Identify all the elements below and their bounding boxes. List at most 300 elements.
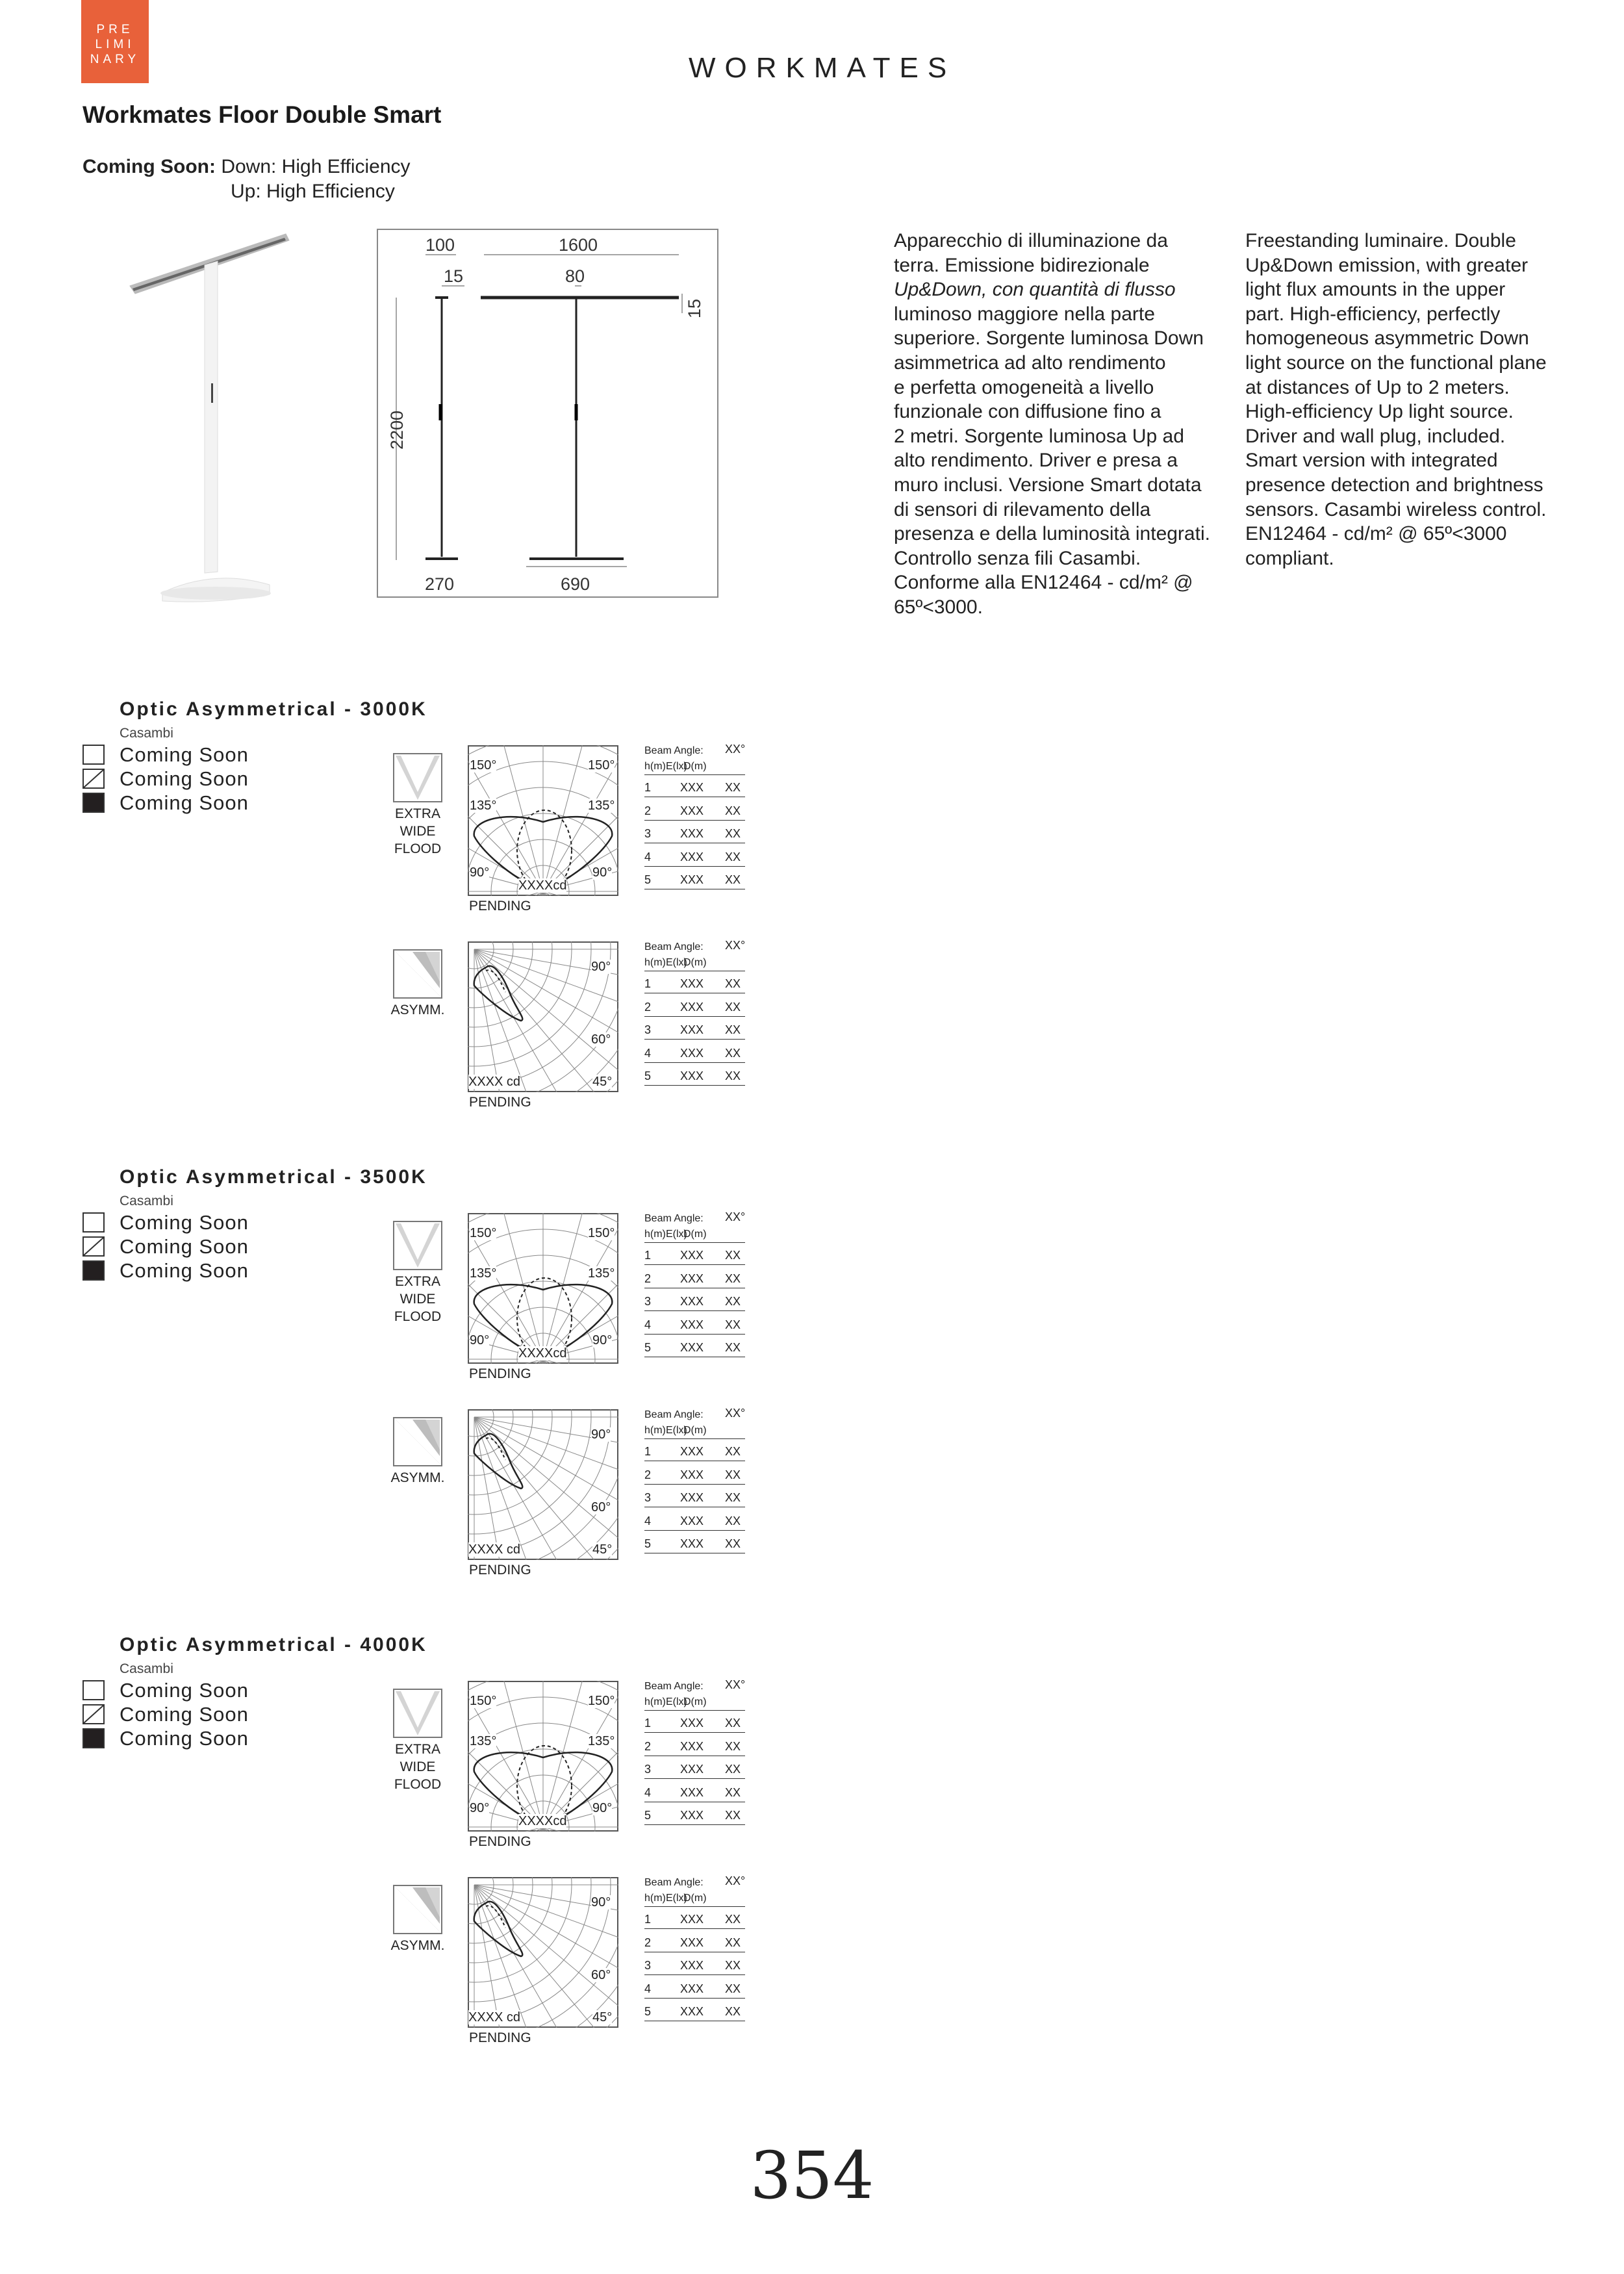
table-cell: XXX [680, 1763, 704, 1776]
table-cell: 1 [644, 1249, 652, 1262]
beam-table-row [644, 1711, 745, 1733]
table-cell: 5 [644, 1537, 652, 1550]
table-cell: XX [725, 804, 741, 817]
description-italian [894, 229, 1238, 620]
option-checkbox[interactable] [82, 1260, 105, 1281]
table-cell: XX [725, 1739, 741, 1753]
beam-table-row [644, 1803, 745, 1825]
series-title: WORKMATES [689, 52, 956, 84]
table-cell: XX [725, 1468, 741, 1481]
table-cell: 3 [644, 1023, 652, 1036]
beam-icon [393, 949, 442, 1002]
badge-line: PRE [96, 23, 134, 36]
table-cell: XX [725, 2005, 741, 2018]
product-render [123, 221, 292, 611]
desc-line: di sensori di rilevamento della [894, 498, 1151, 520]
candela-label: XXXX cd [468, 2010, 521, 2025]
column-header: D(m) [683, 1696, 707, 1707]
beam-table-row [644, 1509, 745, 1531]
beam-angle-label: Beam Angle: [644, 745, 704, 756]
beam-type-label [377, 1001, 459, 1019]
option-row[interactable] [120, 1234, 249, 1258]
beam-icon [393, 1417, 442, 1470]
pending-label: PENDING [469, 899, 531, 913]
candela-label: XXXX cd [468, 1542, 521, 1557]
beam-table-row [644, 1953, 745, 1975]
table-cell: 5 [644, 873, 652, 886]
table-cell: 2 [644, 1739, 652, 1753]
desc-line: Up&Down, con quantità di flusso [894, 279, 1176, 301]
beam-angle-label: Beam Angle: [644, 941, 704, 952]
desc-line: Apparecchio di illuminazione da [894, 230, 1168, 251]
polar-angle-label: 135° [470, 1734, 497, 1748]
table-cell: XX [725, 850, 741, 863]
table-cell: 2 [644, 1468, 652, 1481]
table-cell: XXX [680, 1982, 704, 1995]
preliminary-badge [81, 0, 149, 83]
table-cell: XX [725, 873, 741, 886]
column-header: h(m) [644, 957, 666, 968]
table-cell: XX [725, 977, 741, 990]
beam-table-header [644, 949, 745, 971]
polar-chart [468, 745, 618, 896]
table-cell: XX [725, 1271, 741, 1285]
table-cell: XXX [680, 1717, 704, 1730]
option-checkbox[interactable] [82, 1728, 105, 1748]
column-header: E(lx) [666, 761, 687, 772]
beam-table-row [644, 1757, 745, 1779]
option-row[interactable] [120, 1210, 249, 1234]
polar-angle-label: 90° [592, 865, 613, 880]
beam-table-row [644, 821, 745, 843]
polar-angle-label: 45° [592, 1542, 613, 1557]
polar-chart [468, 1877, 618, 2028]
desc-line: funzionale con diffusione fino a [894, 401, 1161, 423]
table-cell: XXX [680, 1445, 704, 1458]
beam-type-line: FLOOD [394, 841, 442, 856]
polar-angle-label: 150° [470, 758, 497, 773]
polar-angle-label: 90° [591, 960, 611, 974]
option-label: Coming Soon [120, 1679, 249, 1702]
option-row[interactable] [120, 1258, 249, 1283]
beam-table [644, 745, 748, 895]
table-cell: XXX [680, 827, 704, 840]
table-cell: 3 [644, 1763, 652, 1776]
section-subtitle: Casambi [120, 1661, 173, 1676]
desc-line: sensors. Casambi wireless control. [1245, 498, 1547, 520]
desc-line: presenza e della luminosità integrati. [894, 523, 1210, 545]
table-cell: XXX [680, 1023, 704, 1036]
polar-chart [468, 1681, 618, 1832]
polar-angle-label: 150° [588, 1694, 615, 1708]
desc-line: Conforme alla EN12464 - cd/m² @ [894, 572, 1193, 594]
beam-table-row [644, 1734, 745, 1756]
table-cell: XXX [680, 1000, 704, 1014]
table-cell: XX [725, 1491, 741, 1504]
beam-table-row [644, 1017, 745, 1040]
table-cell: XX [725, 1913, 741, 1926]
beam-table-row [644, 1930, 745, 1952]
polar-angle-label: 90° [470, 1801, 490, 1815]
beam-angle-label: Beam Angle: [644, 1681, 704, 1692]
beam-table [644, 1409, 748, 1559]
table-cell: XXX [680, 1318, 704, 1331]
beam-type-label [377, 1741, 459, 1793]
beam-table-row [644, 1485, 745, 1507]
beam-table-row [644, 798, 745, 821]
beam-type-label [377, 1937, 459, 1954]
beam-table-row [644, 775, 745, 797]
column-header: D(m) [683, 1425, 707, 1436]
technical-drawing [377, 229, 721, 599]
option-row[interactable] [120, 767, 249, 791]
table-cell: XX [725, 1959, 741, 1972]
table-cell: XXX [680, 1069, 704, 1082]
desc-line: homogeneous asymmetric Down [1245, 327, 1529, 350]
section-subtitle: Casambi [120, 1194, 173, 1208]
desc-line: superiore. Sorgente luminosa Down [894, 327, 1204, 350]
beam-type-line: EXTRA [394, 1742, 440, 1757]
option-row[interactable] [120, 1726, 249, 1750]
option-row[interactable] [120, 1702, 249, 1726]
polar-chart [468, 941, 618, 1092]
desc-line: presence detection and brightness [1245, 474, 1543, 496]
table-cell: XXX [680, 1537, 704, 1550]
option-label: Coming Soon [120, 743, 249, 766]
table-cell: XXX [680, 873, 704, 886]
dim-690: 690 [561, 574, 590, 594]
beam-table-header [644, 1689, 745, 1711]
table-cell: 5 [644, 1341, 652, 1354]
desc-line: light flux amounts in the upper [1245, 279, 1506, 301]
desc-line: muro inclusi. Versione Smart dotata [894, 474, 1202, 496]
coming-soon-down: Down: High Efficiency [221, 156, 411, 177]
table-cell: XXX [680, 1341, 704, 1354]
column-header: h(m) [644, 1425, 666, 1436]
option-row[interactable] [120, 1678, 249, 1702]
table-cell: XX [725, 1295, 741, 1308]
table-cell: 4 [644, 1982, 652, 1995]
column-header: h(m) [644, 1893, 666, 1904]
polar-angle-label: 45° [592, 2010, 613, 2025]
candela-label: XXXXcd [518, 1814, 567, 1828]
polar-angle-label: 150° [470, 1694, 497, 1708]
beam-type-line: WIDE [400, 824, 436, 839]
beam-angle-label: Beam Angle: [644, 1213, 704, 1224]
coming-soon-label: Coming Soon: [82, 156, 216, 177]
beam-table-row [644, 1312, 745, 1335]
table-cell: XXX [680, 1468, 704, 1481]
table-cell: XXX [680, 1959, 704, 1972]
pending-label: PENDING [469, 1095, 531, 1110]
table-cell: XX [725, 1537, 741, 1550]
candela-label: XXXXcd [518, 878, 567, 893]
polar-angle-label: 90° [591, 1427, 611, 1442]
table-cell: XXX [680, 1514, 704, 1527]
desc-line: alto rendimento. Driver e presa a [894, 450, 1178, 472]
beam-angle-value: XX° [725, 1874, 746, 1887]
beam-table [644, 941, 748, 1091]
desc-line: 65º<3000. [894, 596, 983, 618]
polar-angle-label: 135° [588, 1734, 615, 1748]
beam-type-line: ASYMM. [390, 1470, 445, 1485]
extra-wide-flood-icon [393, 1221, 442, 1270]
table-cell: 1 [644, 781, 652, 794]
table-cell: XXX [680, 1809, 704, 1822]
polar-chart [468, 1409, 618, 1560]
table-cell: 3 [644, 1959, 652, 1972]
column-header: E(lx) [666, 1425, 687, 1436]
polar-angle-label: 135° [470, 1266, 497, 1281]
table-cell: XXX [680, 1739, 704, 1753]
column-header: E(lx) [666, 1229, 687, 1240]
coming-soon-block [82, 155, 411, 204]
beam-table-row [644, 1335, 745, 1357]
asymmetric-beam-icon [393, 1417, 442, 1466]
column-header: E(lx) [666, 1893, 687, 1904]
desc-line: asimmetrica ad alto rendimento [894, 351, 1166, 374]
dim-80: 80 [565, 266, 585, 286]
column-header: h(m) [644, 1696, 666, 1707]
beam-table [644, 1678, 748, 1830]
beam-angle-value: XX° [725, 1407, 746, 1420]
desc-line: Smart version with integrated [1245, 450, 1498, 472]
column-header: h(m) [644, 761, 666, 772]
polar-angle-label: 60° [591, 1968, 611, 1982]
table-cell: XXX [680, 1271, 704, 1285]
polar-angle-label: 90° [470, 1333, 490, 1348]
pending-label: PENDING [469, 1366, 531, 1381]
desc-line: Freestanding luminaire. Double [1245, 230, 1516, 251]
column-header: D(m) [683, 761, 707, 772]
option-label: Coming Soon [120, 1235, 249, 1258]
beam-angle-value: XX° [725, 1210, 746, 1223]
table-cell: 4 [644, 1046, 652, 1060]
table-cell: XX [725, 1046, 741, 1060]
table-cell: XX [725, 1809, 741, 1822]
table-cell: 5 [644, 1069, 652, 1082]
table-cell: XX [725, 781, 741, 794]
beam-type-line: FLOOD [394, 1777, 442, 1792]
table-cell: 5 [644, 1809, 652, 1822]
beam-type-line: WIDE [400, 1759, 436, 1774]
beam-type-line: ASYMM. [390, 1938, 445, 1953]
table-cell: XX [725, 1935, 741, 1949]
table-cell: XX [725, 827, 741, 840]
desc-line: part. High-efficiency, perfectly [1245, 303, 1501, 325]
beam-table-header [644, 1885, 745, 1907]
polar-angle-label: 150° [588, 1226, 615, 1240]
table-cell: XX [725, 1445, 741, 1458]
option-checkbox[interactable] [82, 793, 105, 813]
polar-angle-label: 90° [592, 1333, 613, 1348]
description-english [1245, 229, 1590, 570]
desc-line: e perfetta omogeneità a livello [894, 376, 1154, 398]
desc-line: High-efficiency Up light source. [1245, 401, 1514, 423]
table-cell: XXX [680, 1295, 704, 1308]
table-cell: XX [725, 1514, 741, 1527]
option-label: Coming Soon [120, 791, 249, 814]
beam-table-row [644, 1266, 745, 1288]
polar-angle-label: 60° [591, 1500, 611, 1514]
table-cell: XX [725, 1982, 741, 1995]
option-checkbox[interactable] [82, 1704, 105, 1724]
table-cell: XXX [680, 1785, 704, 1799]
beam-table-row [644, 1041, 745, 1063]
beam-angle-value: XX° [725, 743, 746, 756]
option-checkbox[interactable] [82, 1212, 105, 1233]
beam-type-line: FLOOD [394, 1309, 442, 1324]
table-cell: XXX [680, 850, 704, 863]
asymmetric-beam-icon [393, 1885, 442, 1934]
table-cell: 4 [644, 1318, 652, 1331]
beam-table [644, 1210, 748, 1362]
table-cell: XX [725, 1249, 741, 1262]
beam-table-row [644, 1907, 745, 1929]
dim-100: 100 [425, 235, 455, 255]
column-header: E(lx) [666, 957, 687, 968]
table-cell: 4 [644, 1514, 652, 1527]
beam-icon [393, 1689, 442, 1741]
desc-line: 2 metri. Sorgente luminosa Up ad [894, 425, 1184, 447]
beam-table-row [644, 867, 745, 889]
pending-label: PENDING [469, 1834, 531, 1849]
candela-label: XXXXcd [518, 1346, 567, 1361]
option-row[interactable] [120, 791, 249, 815]
table-cell: XX [725, 1763, 741, 1776]
polar-angle-label: 45° [592, 1075, 613, 1089]
table-cell: XXX [680, 977, 704, 990]
dim-270: 270 [425, 574, 455, 594]
option-checkbox[interactable] [82, 769, 105, 789]
desc-line: Driver and wall plug, included. [1245, 425, 1506, 447]
beam-table-row [644, 1999, 745, 2021]
desc-line: EN12464 - cd/m² @ 65º<3000 [1245, 523, 1507, 545]
table-cell: XX [725, 1318, 741, 1331]
desc-line: light source on the functional plane [1245, 351, 1547, 374]
table-cell: XX [725, 1069, 741, 1082]
column-header: D(m) [683, 1893, 707, 1904]
column-header: E(lx) [666, 1696, 687, 1707]
desc-line: luminoso maggiore nella parte [894, 303, 1155, 325]
beam-angle-label: Beam Angle: [644, 1877, 704, 1888]
table-cell: 4 [644, 1785, 652, 1799]
section-title: Optic Asymmetrical - 4000K [120, 1634, 427, 1655]
polar-angle-label: 150° [470, 1226, 497, 1240]
option-label: Coming Soon [120, 1259, 249, 1282]
table-cell: XX [725, 1785, 741, 1799]
dim-1600: 1600 [559, 235, 598, 255]
table-cell: 1 [644, 1913, 652, 1926]
beam-type-line: EXTRA [394, 1274, 440, 1289]
table-cell: 2 [644, 1935, 652, 1949]
polar-angle-label: 135° [588, 798, 615, 813]
table-cell: XXX [680, 1491, 704, 1504]
desc-line: terra. Emissione bidirezionale [894, 254, 1150, 276]
table-cell: 5 [644, 2005, 652, 2018]
option-label: Coming Soon [120, 767, 249, 790]
desc-line: Controllo senza fili Casambi. [894, 547, 1141, 569]
badge-line: NARY [90, 53, 140, 66]
pending-label: PENDING [469, 1563, 531, 1578]
beam-table-row [644, 845, 745, 867]
table-cell: XX [725, 1023, 741, 1036]
beam-table-header [644, 753, 745, 775]
table-cell: 2 [644, 804, 652, 817]
column-header: h(m) [644, 1229, 666, 1240]
beam-table-row [644, 1531, 745, 1553]
table-cell: 3 [644, 1491, 652, 1504]
polar-angle-label: 135° [588, 1266, 615, 1281]
beam-table-row [644, 1439, 745, 1461]
beam-type-line: ASYMM. [390, 1003, 445, 1017]
section-title: Optic Asymmetrical - 3000K [120, 698, 427, 720]
table-cell: 3 [644, 1295, 652, 1308]
beam-table-row [644, 1463, 745, 1485]
coming-soon-up: Up: High Efficiency [231, 181, 395, 202]
table-cell: XXX [680, 1046, 704, 1060]
beam-icon [393, 753, 442, 806]
column-header: D(m) [683, 957, 707, 968]
option-checkbox[interactable] [82, 1680, 105, 1700]
dim-15-top: 15 [444, 266, 464, 286]
beam-table-row [644, 1243, 745, 1265]
desc-line: Up&Down emission, with greater [1245, 254, 1529, 276]
beam-table-row [644, 995, 745, 1017]
option-checkbox[interactable] [82, 745, 105, 765]
extra-wide-flood-icon [393, 753, 442, 802]
table-cell: XX [725, 1341, 741, 1354]
polar-angle-label: 60° [591, 1032, 611, 1047]
table-cell: XXX [680, 1249, 704, 1262]
polar-angle-label: 90° [591, 1895, 611, 1910]
beam-table-row [644, 1976, 745, 1999]
beam-table-row [644, 1289, 745, 1311]
dim-2200: 2200 [387, 410, 407, 450]
beam-table-header [644, 1221, 745, 1243]
beam-table-row [644, 1064, 745, 1086]
table-cell: 2 [644, 1271, 652, 1285]
candela-label: XXXX cd [468, 1075, 521, 1089]
table-cell: XXX [680, 1913, 704, 1926]
table-cell: XXX [680, 1935, 704, 1949]
polar-angle-label: 90° [470, 865, 490, 880]
beam-icon [393, 1221, 442, 1273]
column-header: D(m) [683, 1229, 707, 1240]
table-cell: XX [725, 1000, 741, 1014]
beam-table-row [644, 971, 745, 993]
table-cell: 3 [644, 827, 652, 840]
table-cell: 2 [644, 1000, 652, 1014]
table-cell: 1 [644, 1445, 652, 1458]
polar-chart [468, 1213, 618, 1364]
pending-label: PENDING [469, 2030, 531, 2045]
desc-line: compliant. [1245, 547, 1334, 569]
option-label: Coming Soon [120, 1727, 249, 1750]
table-cell: XXX [680, 781, 704, 794]
product-title: Workmates Floor Double Smart [82, 101, 442, 128]
option-label: Coming Soon [120, 1211, 249, 1234]
section-title: Optic Asymmetrical - 3500K [120, 1166, 427, 1188]
table-cell: 1 [644, 977, 652, 990]
option-row[interactable] [120, 743, 249, 767]
beam-icon [393, 1885, 442, 1937]
beam-type-line: EXTRA [394, 806, 440, 821]
option-checkbox[interactable] [82, 1236, 105, 1257]
page-number: 354 [750, 2138, 874, 2214]
beam-angle-value: XX° [725, 939, 746, 952]
table-cell: XX [725, 1717, 741, 1730]
